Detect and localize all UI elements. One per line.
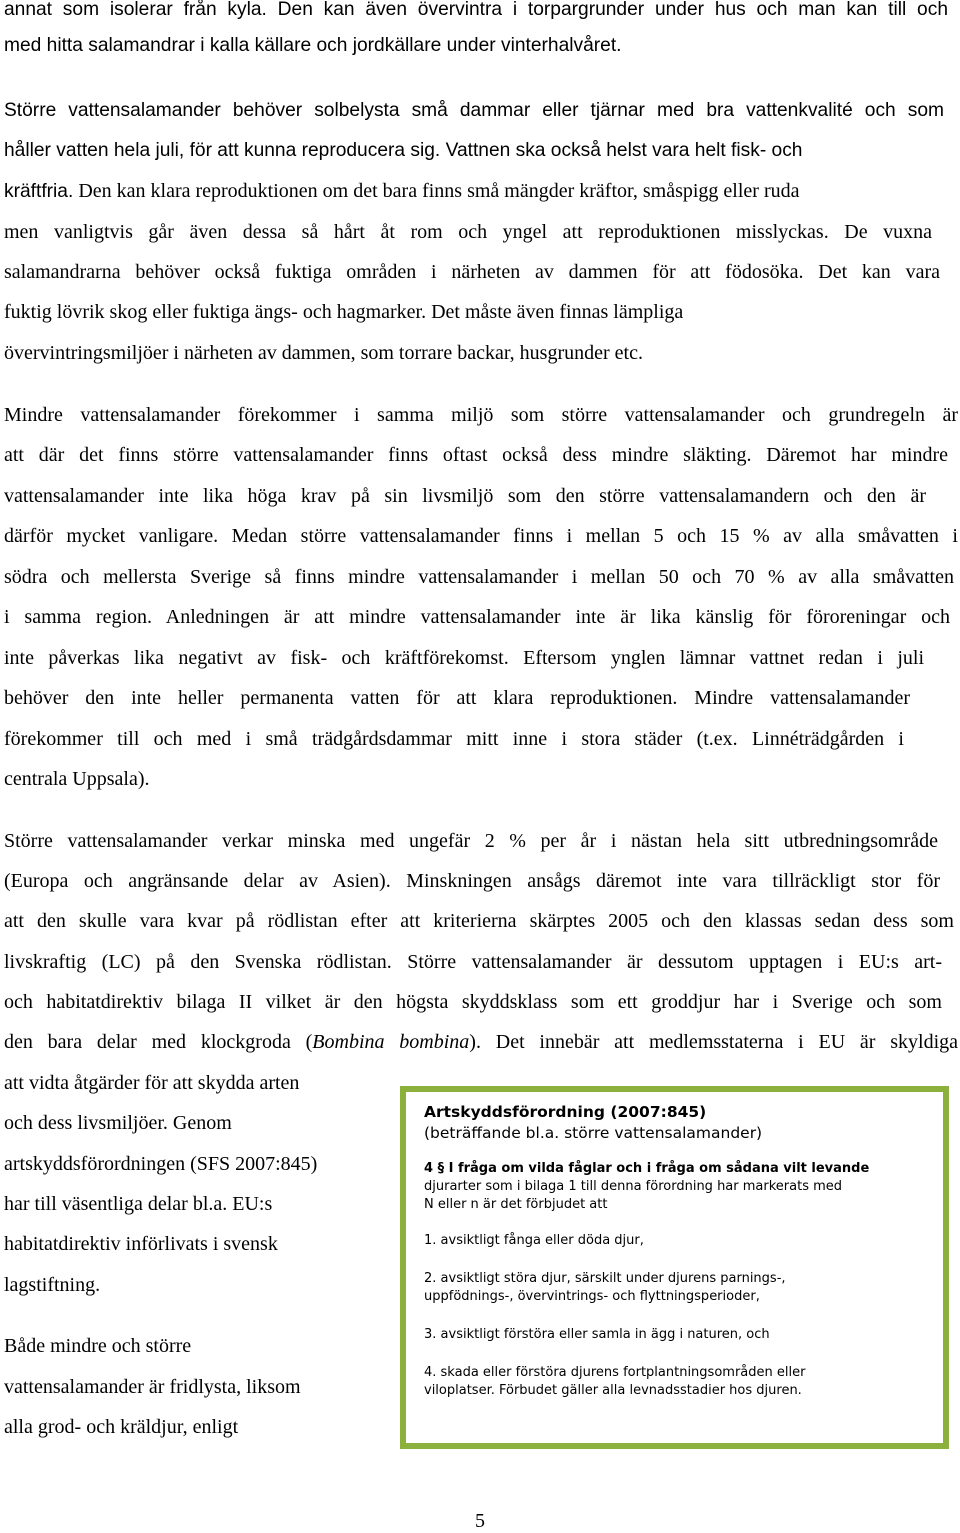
page-number: 5 [475,1510,485,1532]
paragraph-5-line: vattensalamander är fridlysta, liksom [4,1376,301,1398]
law-excerpt-item: 3. avsiktligt förstöra eller samla in ägg i naturen, och [424,1327,770,1342]
paragraph-4-narrow-line: har till väsentliga delar bl.a. EU:s [4,1193,273,1215]
paragraph-4-text-before: den bara delar med klockgroda ( [4,1031,313,1053]
paragraph-3-line: centrala Uppsala). [4,768,150,790]
paragraph-3-line: därför mycket vanligare. Medan större vattensalamander finns i mellan 5 och 15 % av alla småvatten i [4,525,958,547]
paragraph-2-line-7: övervintringsmiljöer i närheten av dammen, som torrare backar, husgrunder etc. [4,342,643,364]
law-excerpt-subtitle: (beträffande bl.a. större vattensalamander) [424,1124,763,1142]
paragraph-2-line-3 [4,179,800,204]
paragraph-4-line: (Europa och angränsande delar av Asien). Minskningen ansågs däremot inte vara tillräckligt stor för [4,870,940,892]
paragraph-3-line: inte påverkas lika negativt av fisk- och kräftförekomst. Eftersom ynglen lämnar vattnet redan i juli [4,647,924,669]
paragraph-2-line-3-times: Den kan klara reproduktionen om det bara finns små mängder kräftor, småspigg eller ruda [73,180,800,202]
law-excerpt-line [424,1160,869,1178]
paragraph-4-line: Större vattensalamander verkar minska med ungefär 2 % per år i nästan hela sitt utbredningsområde [4,830,938,852]
paragraph-4-narrow-line: habitatdirektiv införlivats i svensk [4,1233,278,1255]
paragraph-3-line: vattensalamander inte lika höga krav på sin livsmiljö som den större vattensalamandern och den är [4,485,926,507]
paragraph-3-line: behöver den inte heller permanenta vatten för att klara reproduktionen. Mindre vattensalamander [4,687,910,709]
law-excerpt-item: viloplatser. Förbudet gäller alla levnadsstadier hos djuren. [424,1383,802,1398]
law-excerpt-box [400,1086,949,1449]
paragraph-4-narrow-line: att vidta åtgärder för att skydda arten [4,1072,300,1094]
paragraph-2-line-6: fuktig lövrik skog eller fuktiga ängs- och hagmarker. Det måste även finnas lämpliga [4,301,684,323]
paragraph-3-line: förekommer till och med i små trädgårdsdammar mitt inne i stora städer (t.ex. Linnéträdgården i [4,728,904,750]
law-excerpt-line: N eller n är det förbjudet att [424,1197,608,1212]
paragraph-2-line-3-arial: kräftfria. [4,181,74,202]
law-excerpt-item: 4. skada eller förstöra djurens fortplantningsområden eller [424,1365,806,1380]
paragraph-4-line: att den skulle vara kvar på rödlistan efter att kriterierna skärptes 2005 och den klassas sedan dess som [4,910,954,932]
paragraph-2-line-5: salamandrarna behöver också fuktiga områden i närheten av dammen för att födosöka. Det kan vara [4,261,940,283]
paragraph-5-line: alla grod- och kräldjur, enligt [4,1416,239,1438]
paragraph-3-line: Mindre vattensalamander förekommer i samma miljö som större vattensalamander och grundregeln är [4,404,958,426]
law-excerpt-item: uppfödnings-, övervintrings- och flyttningsperioder, [424,1289,760,1304]
paragraph-4-narrow-line: och dess livsmiljöer. Genom [4,1112,232,1134]
paragraph-3-line: i samma region. Anledningen är att mindre vattensalamander inte är lika känslig för föroreningar och [4,606,950,628]
law-excerpt-item: 1. avsiktligt fånga eller döda djur, [424,1233,644,1248]
paragraph-1-line-2: med hitta salamandrar i kalla källare och jordkällare under vinterhalvåret. [4,35,622,56]
law-excerpt-item: 2. avsiktligt störa djur, särskilt under djurens parnings-, [424,1271,786,1286]
section-mark: 4 § I fråga om vilda fåglar och i fråga om sådana vilt levande [424,1161,870,1176]
paragraph-4-line: livskraftig (LC) på den Svenska rödlistan. Större vattensalamander är dessutom upptagen i EU:s art- [4,951,942,973]
paragraph-4-text-after: ). Det innebär att medlemsstaterna i EU är skyldiga [469,1031,959,1053]
law-excerpt-line: djurarter som i bilaga 1 till denna förordning har markerats med [424,1179,843,1194]
paragraph-4-line: och habitatdirektiv bilaga II vilket är den högsta skyddsklass som ett groddjur har i Sverige och som [4,991,942,1013]
paragraph-2-line-1: Större vattensalamander behöver solbelysta små dammar eller tjärnar med bra vattenkvalité och som [4,100,944,121]
law-excerpt-title: Artskyddsförordning (2007:845) [424,1103,707,1121]
paragraph-2-line-2: håller vatten hela juli, för att kunna reproducera sig. Vattnen ska också helst vara helt fisk- och [4,140,803,161]
paragraph-4-narrow-line: artskyddsförordningen (SFS 2007:845) [4,1153,318,1175]
paragraph-4-line [4,1030,958,1054]
paragraph-2-line-4: men vanligtvis går även dessa så hårt åt rom och yngel att reproduktionen misslyckas. De vuxna [4,221,932,243]
paragraph-4-narrow-line: lagstiftning. [4,1274,101,1296]
paragraph-1-line-1: annat som isolerar från kyla. Den kan även övervintra i torpargrunder under hus och man kan till och [4,0,948,20]
paragraph-3-line: att där det finns större vattensalamander finns oftast också dess mindre släkting. Däremot har mindre [4,444,948,466]
paragraph-5-line: Både mindre och större [4,1335,192,1357]
paragraph-3-line: södra och mellersta Sverige så finns mindre vattensalamander i mellan 50 och 70 % av alla småvatten [4,566,954,588]
species-name-italic: Bombina bombina [312,1031,470,1053]
